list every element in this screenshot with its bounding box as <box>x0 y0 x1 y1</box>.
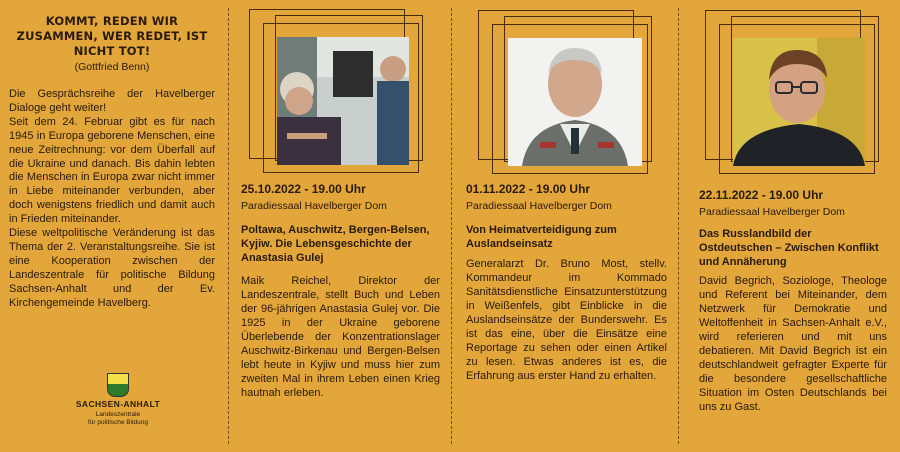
speaker-photo <box>508 38 642 166</box>
event-title: Von Heimatverteidigung zum Auslandseinsatz <box>466 224 617 250</box>
speaker-photo-image <box>277 37 409 165</box>
logo-name: SACHSEN-ANHALT <box>75 399 161 409</box>
event-column <box>233 0 448 452</box>
intro-text <box>9 88 215 311</box>
quote-headline: KOMMT, REDEN WIR ZUSAMMEN, WER REDET, IST NICHT TOT! <box>16 14 208 58</box>
event-description: David Begrich, Soziologe, Theologe und Referent bei Miteinander, dem Netzwerk für Demokratie und Weltoffenheit in Sachsen-Anhalt e.V., wird referieren und mit uns debatieren. Mit David Begrich ist ein deutschlandweit gefragter Experte für die besondere gesellschaftliche Situation im Osten Deutschlands bei uns zu Gast. <box>699 275 887 413</box>
event-title: Das Russlandbild der Ostdeutschen – Zwischen Konflikt und Annäherung <box>699 228 879 268</box>
speaker-photo <box>733 38 865 166</box>
speaker-photo-image <box>733 38 865 166</box>
logo-subtitle <box>58 411 178 427</box>
event-description: Generalarzt Dr. Bruno Most, stellv. Kommandeur im Kommado Sanitätsdienstliche Einsatzunterstützung in Weißenfels, gibt Einblicke in die Auslandseinsätze der Bunderswehr. Es ist das eine, über die Einsätze eine Reportage zu sehen oder einen Artikel zu lesen. Etwas anderes ist es, die Erfahrung aus erster Hand zu erhalten. <box>466 258 667 382</box>
event-column <box>683 0 893 452</box>
logo-subtitle-line: Landeszentrale <box>95 411 141 418</box>
event-venue: Paradiessaal Havelberger Dom <box>699 206 845 218</box>
speaker-photo-image <box>508 38 642 166</box>
column-divider <box>228 8 229 444</box>
event-column <box>456 0 674 452</box>
event-description: Maik Reichel, Direktor der Landeszentrale, stellt Buch und Leben der 96-jährigen Anastasia Gulej vor. Die 1925 in der Ukraine geborene Überlebende der Konzentrationslager Auschwitz-Birkenau und Bergen-Belsen lebt heute in Kyjiw und muss hier zum zweiten Mal in ihrem Leben einen Krieg hautnah erleben. <box>241 275 440 399</box>
speaker-photo <box>277 37 409 165</box>
coat-of-arms-icon <box>107 373 129 397</box>
column-divider <box>451 8 452 444</box>
event-venue: Paradiessaal Havelberger Dom <box>466 200 612 212</box>
intro-paragraph: Diese weltpolitische Veränderung ist das Thema der 2. Veranstaltungsreihe. Sie ist eine Kooperation zwischen der Landeszentrale für politische Bildung Sachsen-Anhalt und der Ev. Kirchengemeinde Havelberg. <box>9 227 215 309</box>
intro-paragraph: Seit dem 24. Februar gibt es für nach 1945 in Europa geborene Menschen, eine neue Zeitrechnung: vor dem Überfall auf die Ukraine und danach. Bis dahin lebten die Menschen in Europa zwar nicht immer in Liebe miteinander verbunden, aber doch wenigstens friedlich und damit auch in Frieden miteinander. <box>9 115 215 226</box>
event-date: 22.11.2022 - 19.00 Uhr <box>699 188 824 202</box>
sachsen-anhalt-logo <box>58 373 178 427</box>
event-venue: Paradiessaal Havelberger Dom <box>241 200 387 212</box>
column-divider <box>678 8 679 444</box>
intro-paragraph: Die Gesprächsreihe der Havelberger Dialoge geht weiter! <box>9 88 215 114</box>
logo-subtitle-line: für politische Bildung <box>88 419 148 426</box>
event-date: 25.10.2022 - 19.00 Uhr <box>241 182 366 196</box>
event-date: 01.11.2022 - 19.00 Uhr <box>466 182 591 196</box>
quote-author: (Gottfried Benn) <box>74 61 150 73</box>
event-title: Poltawa, Auschwitz, Bergen-Belsen, Kyjiw. Die Lebensgeschichte der Anastasia Gulej <box>241 224 430 264</box>
